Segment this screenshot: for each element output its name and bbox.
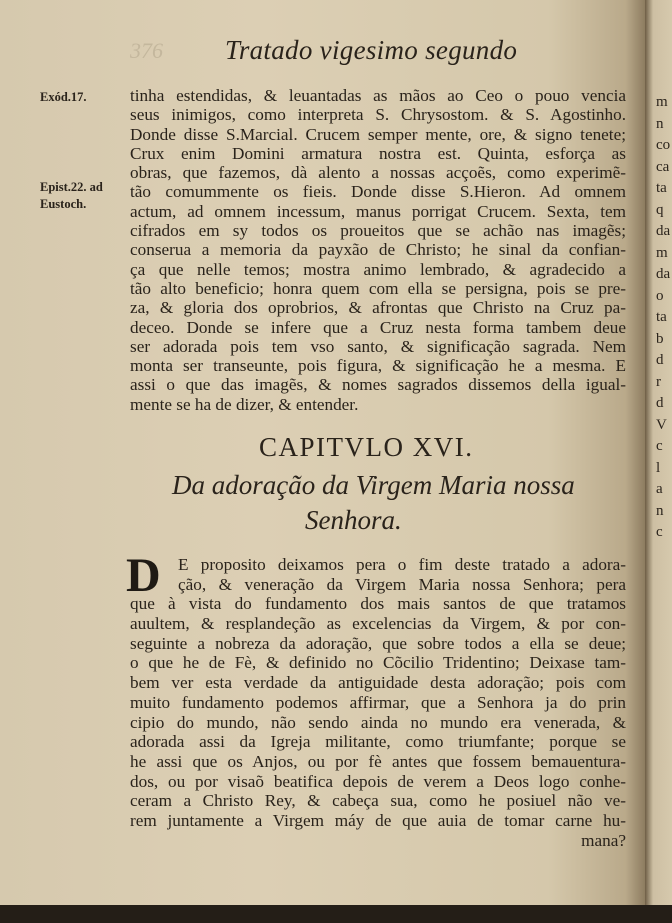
- text-line: assi o que das imagẽs, & nomes sagrados dissemos della igual-: [130, 375, 626, 395]
- text-line: muito fundamento podemos affirmar, que a Senhora ja do prin: [130, 692, 626, 712]
- facing-page-fragment: da: [656, 266, 671, 282]
- text-line: tinha estendidas, & leuantadas as mãos ao Ceo o pouo vencia: [130, 86, 626, 105]
- facing-page-fragment: a: [656, 481, 663, 497]
- text-line: auultem, & resplandeção as excelencias da Virgem, & por con-: [130, 614, 626, 634]
- facing-page-fragment: ta: [656, 309, 667, 325]
- text-line: tão comummente os fieis. Donde disse S.Hieron. Ad omnem: [130, 182, 626, 202]
- text-line: Crux enim Domini armatura nostra est. Quinta, esforça as: [130, 143, 626, 163]
- text-line: za, & gloria dos oprobrios, & afrontas que Christo na Cruz pa-: [130, 298, 626, 318]
- facing-page-fragment: c: [656, 524, 663, 540]
- book-edge: [0, 905, 672, 923]
- text-line: mente se ha de dizer, & entender.: [130, 394, 359, 414]
- text-line: seus inimigos, como interpreta S. Chrysostom. & S. Agostinho.: [130, 105, 626, 125]
- text-line: ser adorada pois tem vso santo, & significação sagrada. Nem: [130, 336, 626, 356]
- facing-page-fragment: o: [656, 287, 664, 304]
- text-line: monta ser transeunte, pois figura, & significação he a mesma. E: [130, 356, 626, 376]
- margin-note: Exód.17.: [40, 90, 87, 104]
- facing-page-fragment: V: [656, 416, 667, 433]
- facing-page-fragment: m: [656, 244, 668, 261]
- text-line: adorada assi da Igreja militante, como triumfante; porque se: [130, 732, 626, 752]
- text-line: tão alto beneficio; honra quem com ella se persigna, pois se pre-: [130, 278, 626, 298]
- chapter-title-line2: Senhora.: [305, 505, 402, 535]
- chapter-label: CAPITVLO XVI.: [259, 432, 474, 462]
- facing-page-fragment: m: [656, 94, 668, 110]
- facing-page-fragment: n: [656, 115, 664, 132]
- text-line: conserua a memoria da payxão de Christo; he sinal da confian-: [130, 240, 626, 260]
- text-line: que à vista do fundamento dos mais santos de que tratamos: [130, 594, 626, 614]
- text-line: obras, que fazemos, dà alento a nossas acçoẽs, como experimẽ-: [130, 163, 626, 183]
- text-line: E proposito deixamos pera o fim deste tratado a adora-: [178, 555, 626, 574]
- drop-cap: D: [126, 549, 161, 602]
- facing-page-fragment: d: [656, 395, 664, 411]
- facing-page-edge: [645, 0, 672, 905]
- text-line: cifrados em sy todos os proueitos que se achão nas imagẽs;: [130, 221, 626, 241]
- text-line: cipio do mundo, não sendo ainda no mundo era venerada, &: [130, 712, 626, 732]
- facing-page-fragment: q: [656, 201, 664, 218]
- text-line: Donde disse S.Marcial. Crucem semper mente, ore, & signo tenete;: [130, 124, 626, 144]
- facing-page-fragment: ca: [656, 158, 670, 175]
- facing-page-fragment: b: [656, 330, 664, 347]
- facing-page-fragment: co: [656, 137, 671, 153]
- facing-page-fragment: da: [656, 223, 671, 239]
- page-number-ghost: 376: [130, 38, 163, 63]
- facing-page-fragment: n: [656, 502, 664, 519]
- text-line: ça que nelle temos; mostra animo lembrado, & agradecido a: [130, 259, 626, 279]
- section-text: [130, 86, 626, 414]
- running-title: Tratado vigesimo segundo: [225, 35, 518, 65]
- text-line: actum, ad omnem incessum, manus porrigat Crucem. Sexta, tem: [130, 201, 626, 221]
- text-line: seguinte a nobreza da adoração, que sobre todos a ella se deue;: [130, 633, 626, 653]
- facing-page-fragment: c: [656, 438, 663, 454]
- text-line: mana?: [581, 830, 626, 850]
- margin-note: Eustoch.: [40, 197, 87, 211]
- text-line: ceram a Christo Rey, & cabeça sua, como he posiuel não ve-: [130, 791, 626, 811]
- text-line: o que he de Fè, & definido no Cõcilio Tridentino; Deixase tam-: [130, 653, 626, 673]
- margin-note: Epist.22. ad: [40, 180, 103, 194]
- text-line: ção, & veneração da Virgem Maria nossa Senhora; pera: [178, 574, 626, 594]
- text-line: rem juntamente a Virgem máy de que auia de tomar carne hu-: [130, 810, 626, 830]
- chapter-title-line1: Da adoração da Virgem Maria nossa: [172, 470, 575, 500]
- paragraph-text: [130, 555, 626, 850]
- facing-page-fragment: d: [656, 352, 664, 368]
- text-line: bem ver esta verdade da antiguidade desta adoração; pois com: [130, 673, 626, 693]
- facing-page-fragment: l: [656, 459, 661, 476]
- text-line: he assi que os Anjos, ou por fè antes que fossem bemauentura-: [130, 751, 626, 771]
- facing-page-fragment: r: [656, 373, 661, 390]
- facing-page-fragment: ta: [656, 180, 667, 196]
- text-line: deceo. Donde se infere que a Cruz nesta forma tambem deue: [130, 317, 626, 337]
- text-line: dos, ou por visaõ beatifica depois de verem a Deos logo conhe-: [130, 771, 626, 791]
